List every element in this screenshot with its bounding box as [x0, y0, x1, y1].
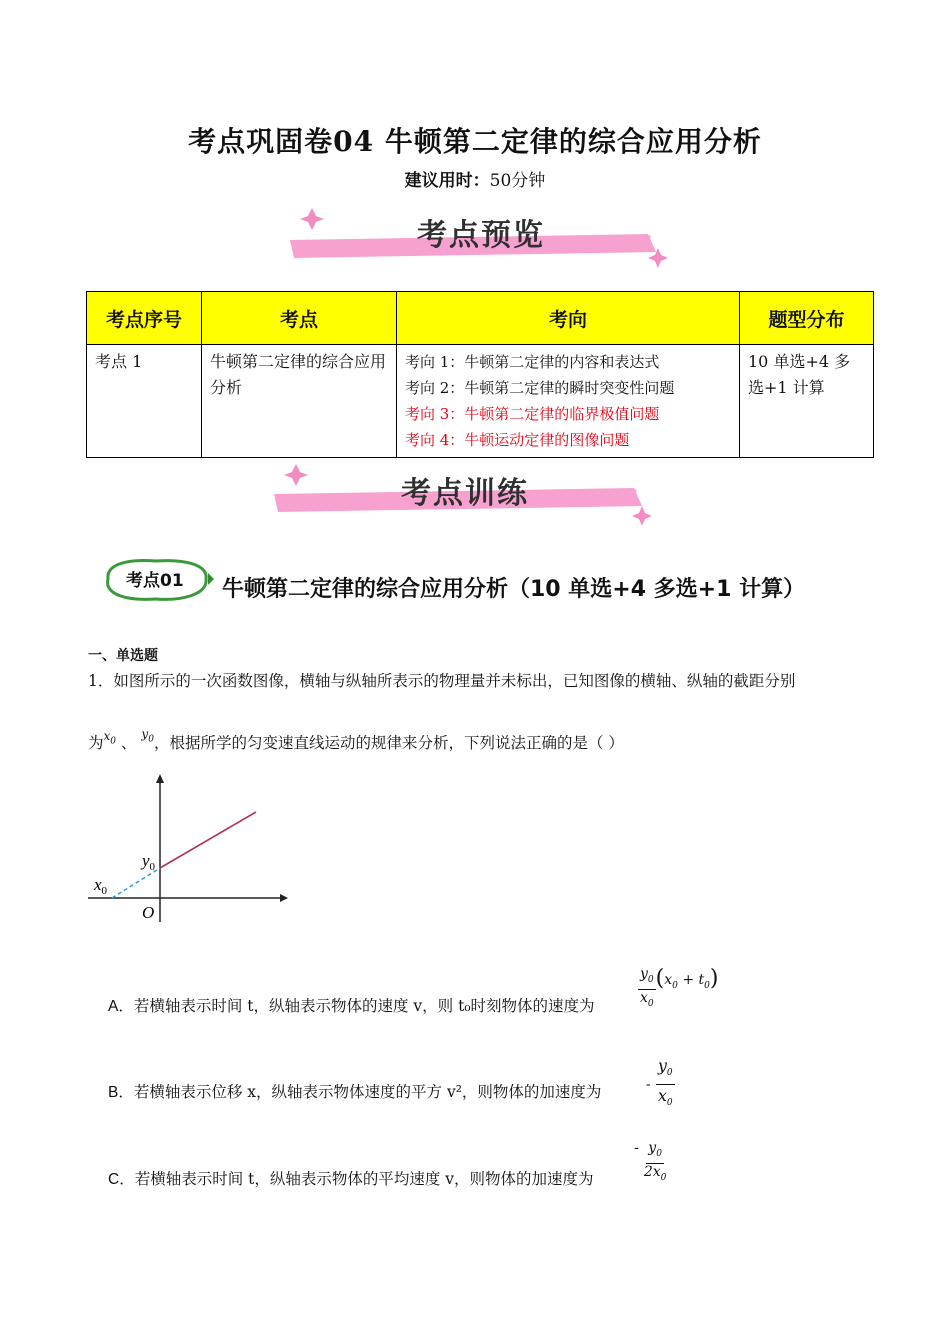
section-title: 牛顿第二定律的综合应用分析（10 单选+4 多选+1 计算） [222, 577, 806, 602]
preview-banner-text: 考点预览 [417, 218, 545, 253]
table-row [87, 345, 874, 458]
badge-label: 考点01 [126, 571, 184, 591]
cell-index: 考点 1 [87, 345, 202, 458]
function-line [160, 812, 256, 868]
q1-prefix: 为 [88, 734, 104, 752]
training-banner [270, 462, 660, 532]
option-letter: A． [108, 998, 134, 1015]
time-label: 建议用时： [404, 171, 490, 191]
suggested-time [0, 166, 950, 191]
y-axis-arrow-icon [156, 774, 164, 783]
y0-symbol: y0 [141, 727, 154, 745]
training-banner-text: 考点训练 [401, 476, 529, 511]
document-title: 考点巩固卷04 牛顿第二定律的综合应用分析 [188, 125, 762, 158]
topic-preview-table [86, 291, 874, 458]
option-c-formula: - $\frac{y_0}{2x_0}$ [634, 1140, 667, 1183]
option-c [108, 1167, 594, 1189]
x-intercept-label: $x_0$ [94, 875, 108, 897]
direction-item: 考向 4：牛顿运动定律的图像问题 [405, 431, 630, 449]
section-badge [100, 553, 216, 605]
option-a [108, 994, 595, 1016]
origin-label: O [142, 903, 155, 922]
subsection-heading: 一、单选题 [88, 648, 158, 664]
option-text: 若横轴表示时间 t，纵轴表示物体的平均速度 v，则物体的加速度为 [134, 1170, 594, 1188]
option-b-formula: - $\frac{y_0}{x_0}$ [646, 1056, 673, 1109]
header-directions: 考向 [397, 292, 740, 345]
q1-sep: 、 [120, 734, 137, 752]
direction-item: 考向 1：牛顿第二定律的内容和表达式 [405, 353, 660, 371]
option-b [108, 1080, 601, 1102]
header-topic: 考点 [202, 292, 397, 345]
option-a-formula: $\frac{y_0}{x_0}$ $(x_0 + t_0)$ [640, 966, 719, 1009]
direction-item: 考向 3：牛顿第二定律的临界极值问题 [405, 405, 660, 423]
linear-function-graph [84, 770, 294, 930]
time-value: 50分钟 [489, 171, 546, 191]
cell-directions [397, 345, 740, 458]
q1-suffix: ，根据所学的匀变速直线运动的规律来分析，下列说法正确的是（ ） [153, 734, 624, 752]
cell-distribution: 10 单选+4 多选+1 计算 [740, 345, 874, 458]
cell-topic: 牛顿第二定律的综合应用分析 [202, 345, 397, 458]
header-index: 考点序号 [87, 292, 202, 345]
option-text: 若横轴表示时间 t，纵轴表示物体的速度 v，则 t₀时刻物体的速度为 [133, 997, 595, 1015]
direction-item: 考向 2：牛顿第二定律的瞬时突变性问题 [405, 379, 675, 397]
x0-symbol: x0 [103, 729, 117, 747]
header-distribution: 题型分布 [740, 292, 874, 345]
option-letter: B． [108, 1084, 134, 1101]
option-text: 若横轴表示位移 x，纵轴表示物体速度的平方 v²，则物体的加速度为 [133, 1083, 602, 1101]
question-1-line2 [88, 727, 624, 754]
y-intercept-label: $y_0$ [142, 851, 156, 873]
option-letter: C． [108, 1171, 135, 1188]
question-1-text: 1．如图所示的一次函数图像，横轴与纵轴所表示的物理量并未标出，已知图像的横轴、纵轴的截距分别 [88, 672, 796, 690]
preview-banner [286, 204, 676, 274]
x-axis-arrow-icon [280, 894, 288, 902]
